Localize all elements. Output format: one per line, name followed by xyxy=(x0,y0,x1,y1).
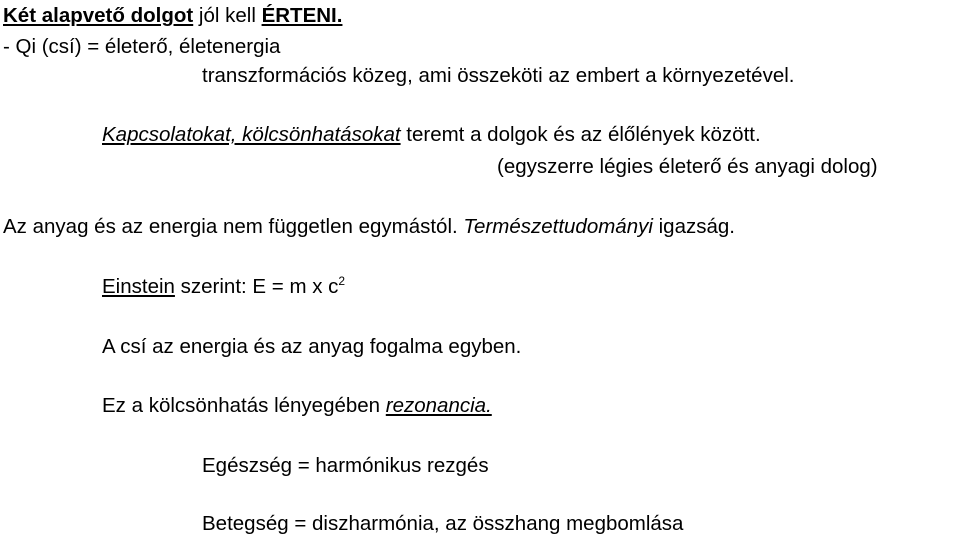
transformation-line: transzformációs közeg, ami összeköti az embert a környezetével. xyxy=(202,64,795,87)
einstein-line xyxy=(102,275,345,299)
resonance-word: rezonancia. xyxy=(385,394,492,417)
matter-rest: igazság. xyxy=(652,215,735,238)
aside-line: (egyszerre légies életerő és anyagi dolog) xyxy=(497,155,878,178)
matter-text: Az anyag és az energia nem független egymástól. xyxy=(3,215,464,238)
connections-rest: teremt a dolgok és az élőlények között. xyxy=(400,123,761,146)
title-middle: jól kell xyxy=(193,4,262,27)
formula-exponent: 2 xyxy=(338,274,346,289)
einstein-formula: szerint: E = m x c xyxy=(174,275,339,298)
title-understand: ÉRTENI. xyxy=(261,4,343,27)
title-line xyxy=(3,4,342,28)
title-emphasis: Két alapvető dolgot xyxy=(3,4,194,27)
interaction-line xyxy=(102,394,492,418)
einstein-name: Einstein xyxy=(102,275,175,298)
health-line: Egészség = harmónikus rezgés xyxy=(202,454,489,477)
connections-line xyxy=(102,123,761,147)
qi-definition: - Qi (csí) = életerő, életenergia xyxy=(3,35,281,58)
connections-emphasis: Kapcsolatokat, kölcsönhatásokat xyxy=(102,123,401,146)
matter-energy-line xyxy=(3,215,735,239)
interaction-text: Ez a kölcsönhatás lényegében xyxy=(102,394,386,417)
illness-line: Betegség = diszharmónia, az összhang megbomlása xyxy=(202,512,684,535)
chi-concept-line: A csí az energia és az anyag fogalma egyben. xyxy=(102,335,522,358)
science-word: Természettudományi xyxy=(463,215,653,238)
